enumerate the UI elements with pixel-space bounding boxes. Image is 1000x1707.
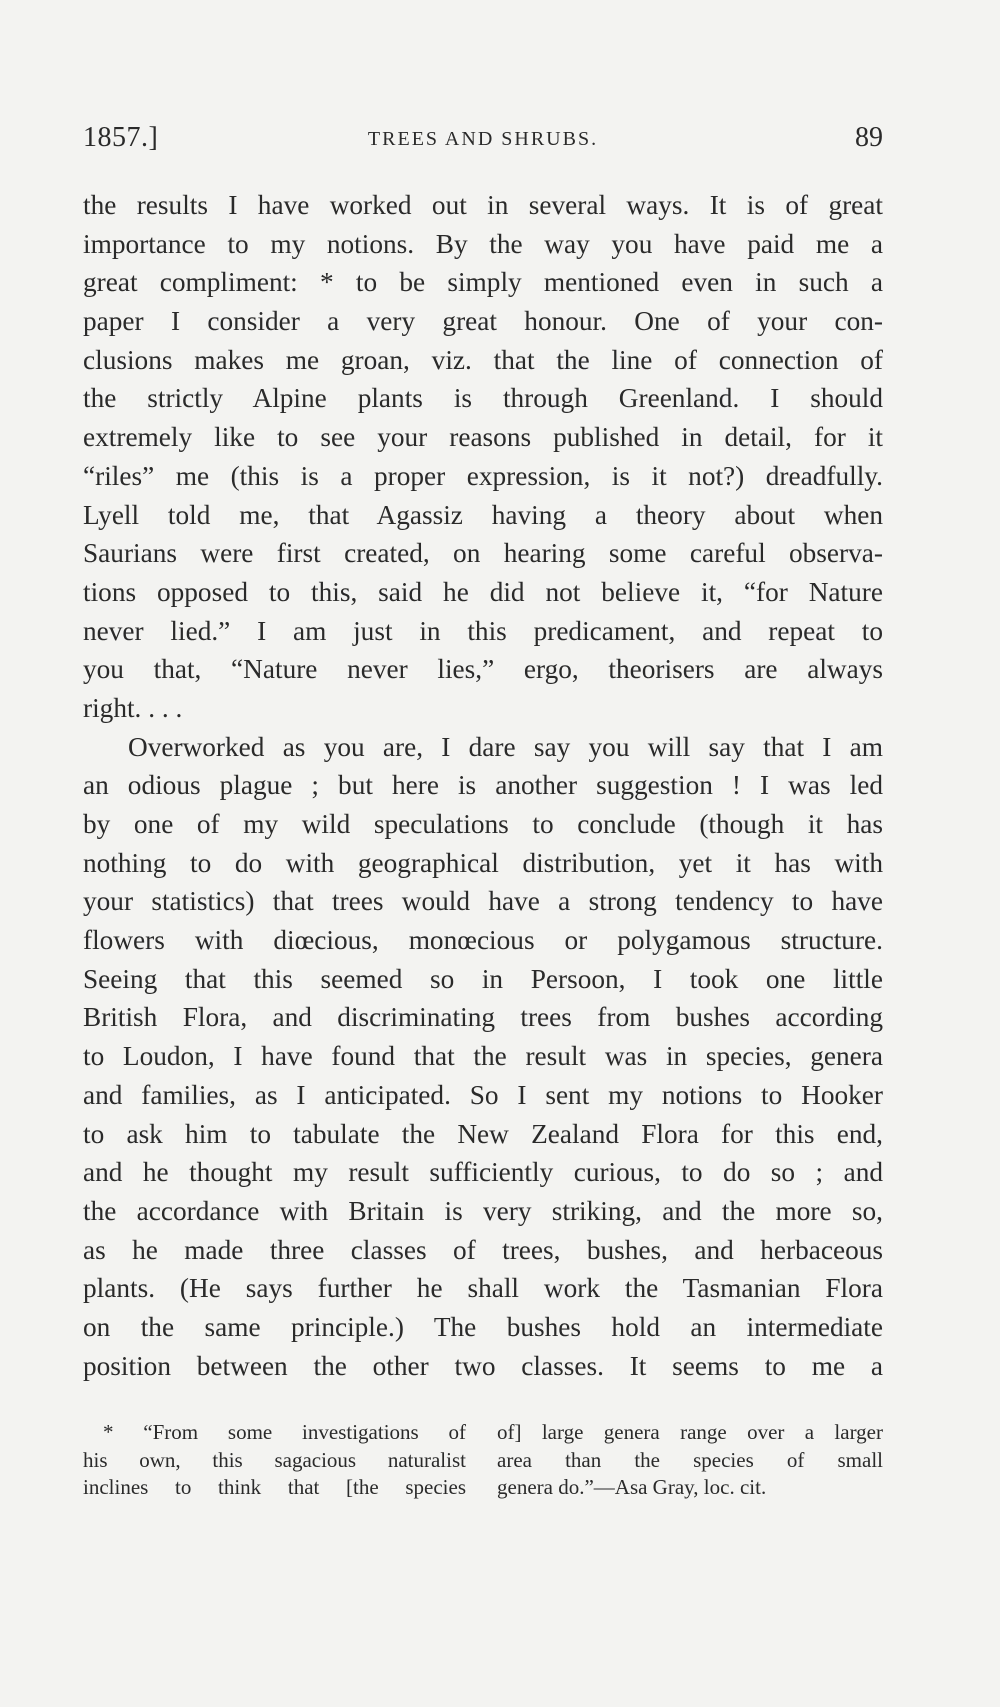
text-line: paper I consider a very great honour. One of your con- [83, 306, 883, 337]
running-head-year: 1857.] [83, 122, 159, 153]
running-head-title: TREES AND SHRUBS. [367, 128, 599, 150]
text-line: clusions makes me groan, viz. that the line of connection of [83, 344, 883, 375]
text-line: Seeing that this seemed so in Persoon, I took one little [83, 963, 883, 994]
text-line: extremely like to see your reasons published in detail, for it [83, 422, 883, 453]
footnote-line: inclines to think that [the species [83, 1475, 466, 1499]
text-line: the strictly Alpine plants is through Greenland. I should [83, 383, 883, 414]
footnote-line: genera do.”—Asa Gray, loc. cit. [497, 1475, 767, 1499]
text-line: your statistics) that trees would have a strong tendency to have [83, 886, 883, 917]
footnote-left-column [83, 1419, 466, 1502]
footnote-line: area than the species of small [497, 1447, 883, 1472]
text-line: as he made three classes of trees, bushes, and herbaceous [83, 1234, 883, 1265]
body-text [83, 186, 883, 1385]
footnote-line: * “From some investigations of [103, 1420, 466, 1444]
text-line: great compliment: * to be simply mentioned even in such a [83, 267, 883, 298]
text-line: you that, “Nature never lies,” ergo, theorisers are always [83, 654, 883, 685]
text-line: by one of my wild speculations to conclude (though it has [83, 809, 883, 839]
text-line: nothing to do with geographical distribution, yet it has with [83, 847, 883, 878]
running-head [83, 122, 883, 158]
text-line: to Loudon, I have found that the result was in species, genera [83, 1041, 883, 1072]
text-line: tions opposed to this, said he did not believe it, “for Nature [83, 576, 883, 607]
text-line: the results I have worked out in several ways. It is of great [83, 190, 883, 220]
text-line: an odious plague ; but here is another suggestion ! I was led [83, 770, 883, 801]
text-line: Overworked as you are, I dare say you will say that I am [128, 731, 883, 762]
text-line: on the same principle.) The bushes hold an intermediate [83, 1311, 883, 1342]
text-line: position between the other two classes. It seems to me a [83, 1350, 883, 1381]
text-line: right. . . . [83, 692, 183, 723]
text-line: and he thought my result sufficiently curious, to do so ; and [83, 1157, 883, 1188]
text-line: Saurians were first created, on hearing some careful observa- [83, 538, 883, 569]
text-line: and families, as I anticipated. So I sent my notions to Hooker [83, 1079, 883, 1110]
text-line: the accordance with Britain is very striking, and the more so, [83, 1195, 883, 1226]
footnote-line: his own, this sagacious naturalist [83, 1447, 466, 1472]
text-line: British Flora, and discriminating trees from bushes according [83, 1002, 883, 1033]
footnote-line: of] large genera range over a larger [497, 1420, 883, 1444]
text-line: plants. (He says further he shall work the Tasmanian Flora [83, 1273, 883, 1304]
text-line: to ask him to tabulate the New Zealand Flora for this end, [83, 1118, 883, 1149]
text-line: Lyell told me, that Agassiz having a theory about when [83, 499, 883, 530]
footnote-right-column [497, 1419, 883, 1502]
text-line: “riles” me (this is a proper expression, is it not?) dreadfully. [83, 460, 883, 491]
text-line: flowers with diœcious, monœcious or polygamous structure. [83, 925, 883, 956]
text-line: never lied.” I am just in this predicament, and repeat to [83, 615, 883, 646]
page-number: 89 [855, 122, 883, 153]
footnote [83, 1419, 883, 1509]
text-line: importance to my notions. By the way you have paid me a [83, 228, 883, 259]
